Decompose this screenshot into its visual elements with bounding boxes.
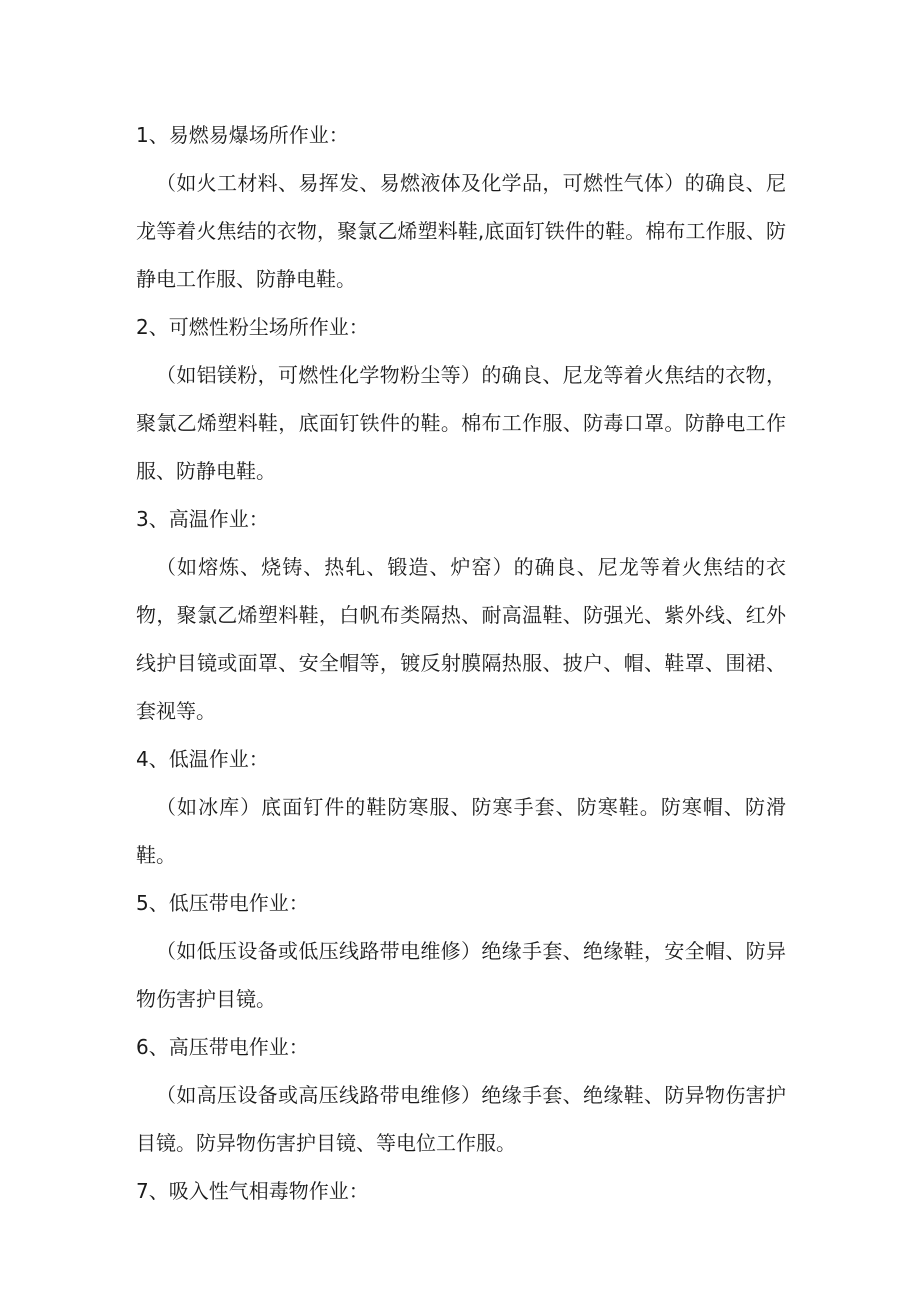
section-heading-7: 7、吸入性气相毒物作业：: [136, 1179, 369, 1203]
section-body-5: （如低压设备或低压线路带电维修）绝缘手套、绝缘鞋，安全帽、防异物伤害护目镜。: [136, 939, 786, 1011]
section-heading-2: 2、可燃性粉尘场所作业：: [136, 315, 369, 339]
section-heading-6: 6、高压带电作业：: [136, 1035, 309, 1059]
section-heading-3: 3、高温作业：: [136, 507, 269, 531]
section-heading-1: 1、易燃易爆场所作业：: [136, 123, 349, 147]
section-heading-5: 5、低压带电作业：: [136, 891, 309, 915]
document-content: [136, 111, 786, 1215]
section-body-4: （如冰库）底面钉件的鞋防寒服、防寒手套、防寒鞋。防寒帽、防滑鞋。: [136, 795, 786, 867]
section-body-3: （如熔炼、烧铸、热轧、锻造、炉窑）的确良、尼龙等着火焦结的衣物，聚氯乙烯塑料鞋，白帆布类隔热、耐高温鞋、防强光、紫外线、红外线护目镜或面罩、安全帽等，镀反射膜隔热服、披户、帽、鞋罩、围裙、套视等。: [136, 555, 786, 723]
section-heading-4: 4、低温作业：: [136, 747, 269, 771]
section-body-1: （如火工材料、易挥发、易燃液体及化学品，可燃性气体）的确良、尼龙等着火焦结的衣物，聚氯乙烯塑料鞋,底面钉铁件的鞋。棉布工作服、防静电工作服、防静电鞋。: [136, 171, 786, 291]
section-body-2: （如铝镁粉，可燃性化学物粉尘等）的确良、尼龙等着火焦结的衣物，聚氯乙烯塑料鞋，底面钉铁件的鞋。棉布工作服、防毒口罩。防静电工作服、防静电鞋。: [136, 363, 786, 483]
section-body-6: （如高压设备或高压线路带电维修）绝缘手套、绝缘鞋、防异物伤害护目镜。防异物伤害护目镜、等电位工作服。: [136, 1083, 786, 1155]
